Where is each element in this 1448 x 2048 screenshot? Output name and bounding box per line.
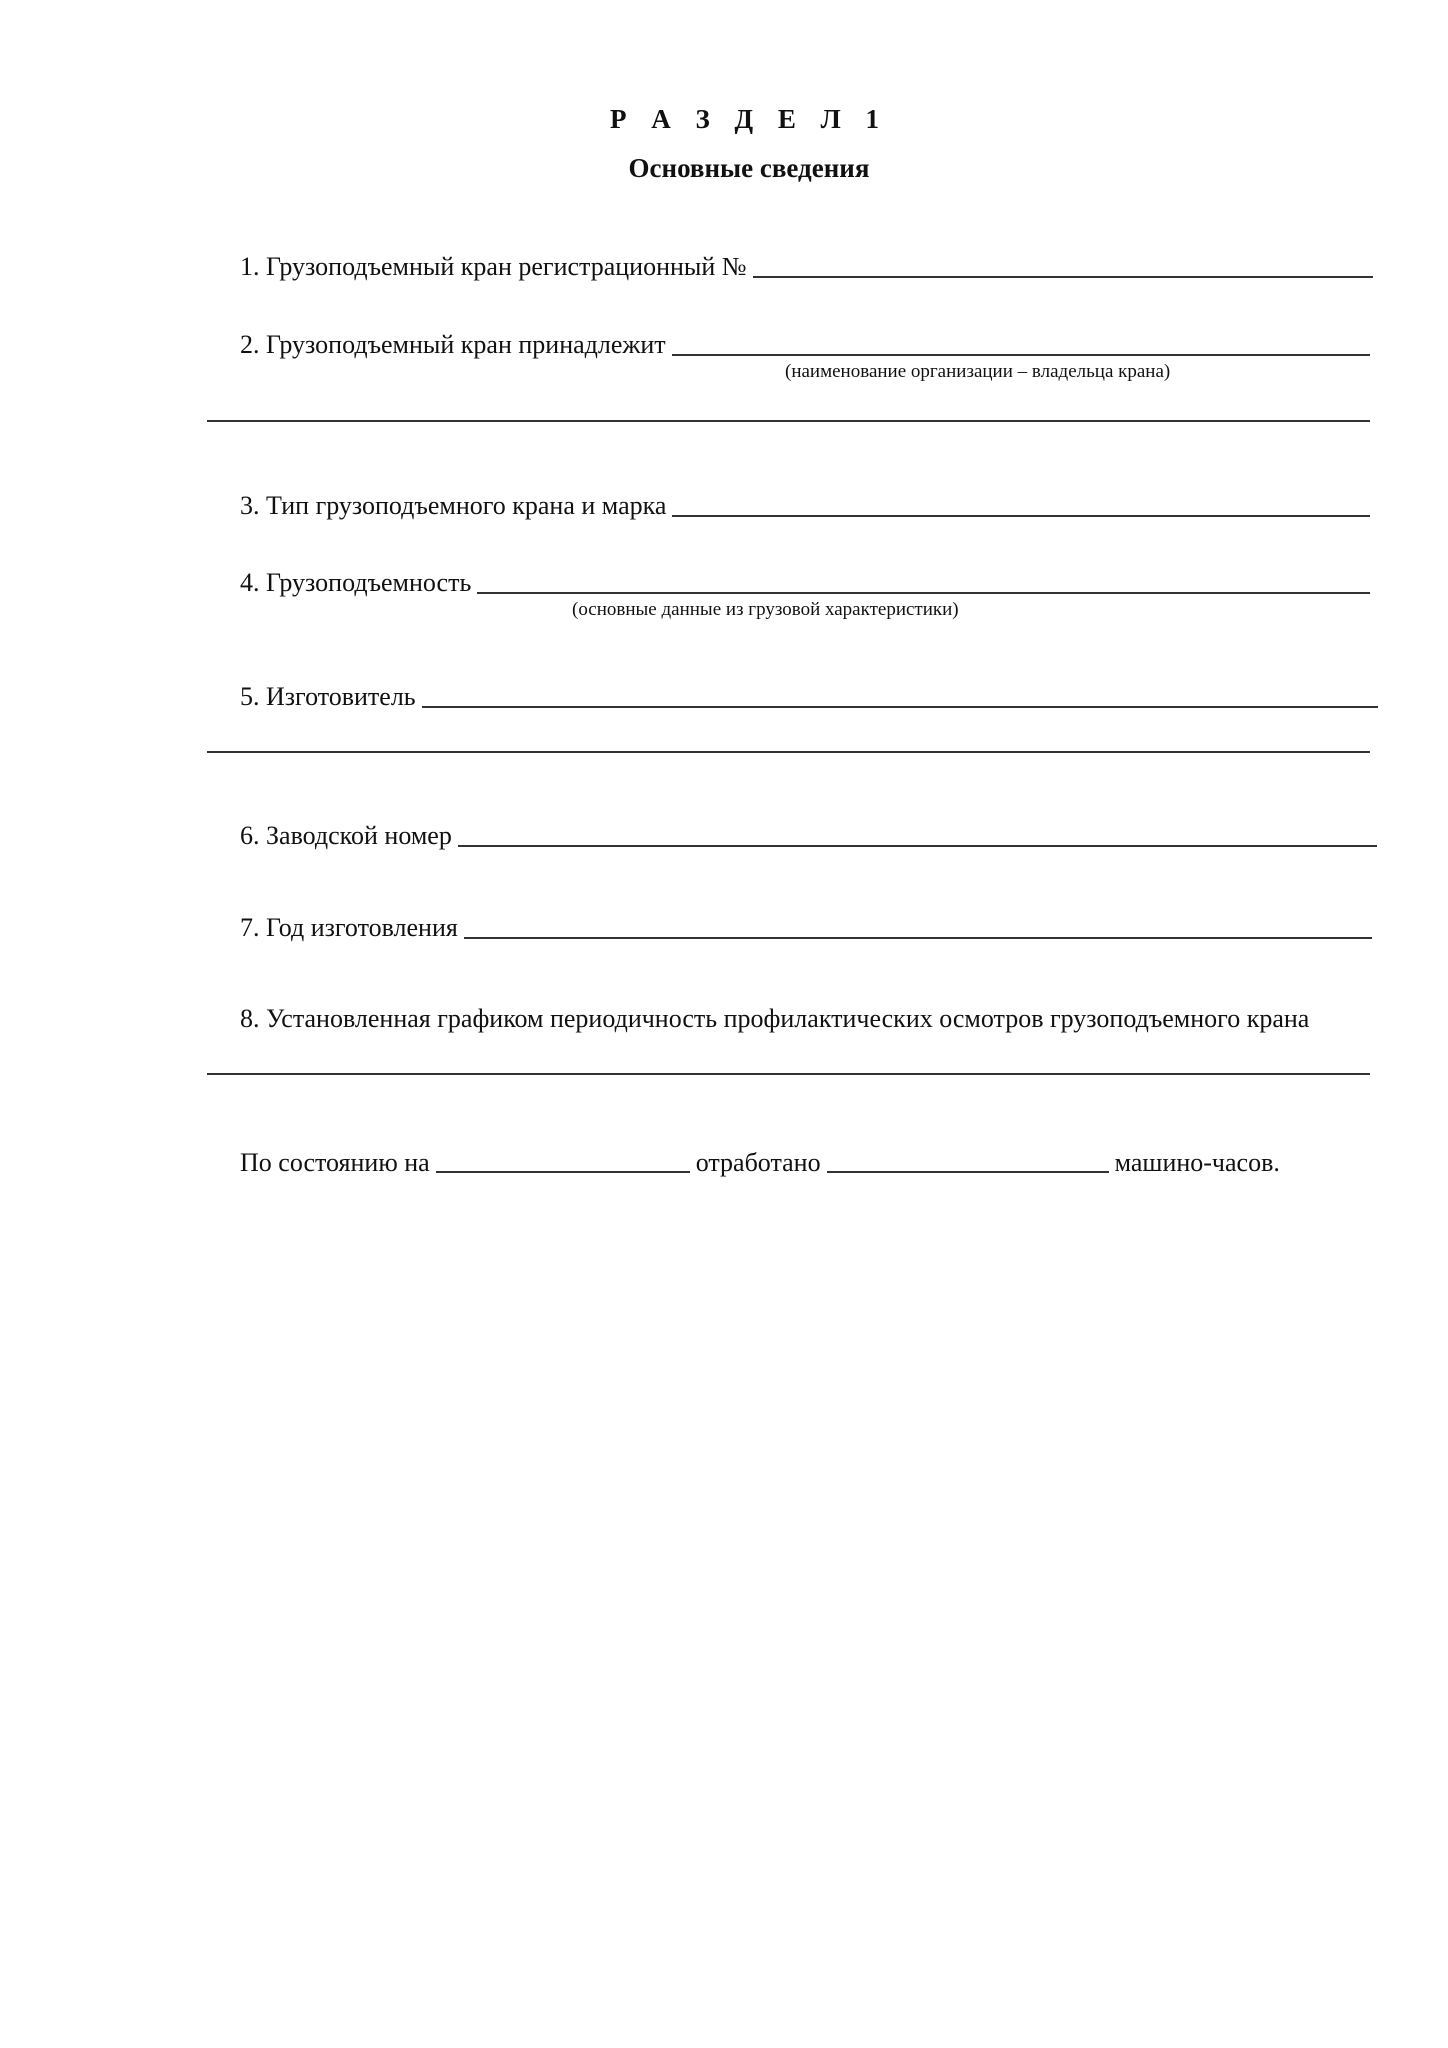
status-hours-blank[interactable] bbox=[827, 1171, 1109, 1173]
field-label: 6. Заводской номер bbox=[240, 821, 452, 850]
field-label: 4. Грузоподъемность bbox=[240, 568, 472, 597]
manufacturer-continuation-blank[interactable] bbox=[207, 751, 1370, 753]
owner-blank[interactable] bbox=[672, 354, 1370, 356]
field-manufacturer bbox=[240, 680, 1378, 714]
manufacturer-blank[interactable] bbox=[422, 706, 1378, 708]
status-prefix: По состоянию на bbox=[240, 1148, 430, 1177]
inspection-period-blank[interactable] bbox=[207, 1073, 1370, 1075]
capacity-hint: (основные данные из грузовой характеристики) bbox=[572, 599, 959, 620]
field-serial-number bbox=[240, 819, 1377, 853]
field-inspection-period bbox=[240, 1002, 1380, 1036]
field-label: 3. Тип грузоподъемного крана и марка bbox=[240, 491, 667, 520]
field-label: 7. Год изготовления bbox=[240, 913, 458, 942]
manufacture-year-blank[interactable] bbox=[464, 937, 1372, 939]
section-title: Р А З Д Е Л 1 bbox=[610, 104, 888, 134]
field-capacity bbox=[240, 566, 1370, 600]
owner-hint: (наименование организации – владельца крана) bbox=[785, 361, 1171, 382]
field-type-brand bbox=[240, 489, 1370, 523]
field-manufacture-year bbox=[240, 911, 1372, 945]
operating-hours-statement bbox=[240, 1146, 1280, 1180]
serial-number-blank[interactable] bbox=[458, 845, 1377, 847]
field-label: 2. Грузоподъемный кран принадлежит bbox=[240, 330, 666, 359]
field-owner bbox=[240, 328, 1370, 362]
field-label: 8. Установленная графиком периодичность профилактических осмотров грузоподъемного крана bbox=[240, 1004, 1310, 1033]
field-label: 5. Изготовитель bbox=[240, 682, 416, 711]
status-date-blank[interactable] bbox=[436, 1171, 690, 1173]
status-middle: отработано bbox=[695, 1148, 821, 1177]
field-label: 1. Грузоподъемный кран регистрационный № bbox=[240, 252, 747, 281]
owner-continuation-blank[interactable] bbox=[207, 420, 1370, 422]
registration-number-blank[interactable] bbox=[753, 276, 1373, 278]
capacity-blank[interactable] bbox=[477, 592, 1370, 594]
section-subtitle: Основные сведения bbox=[628, 153, 870, 183]
field-registration-number bbox=[240, 250, 1373, 284]
type-brand-blank[interactable] bbox=[672, 515, 1370, 517]
status-suffix: машино-часов. bbox=[1114, 1148, 1280, 1177]
